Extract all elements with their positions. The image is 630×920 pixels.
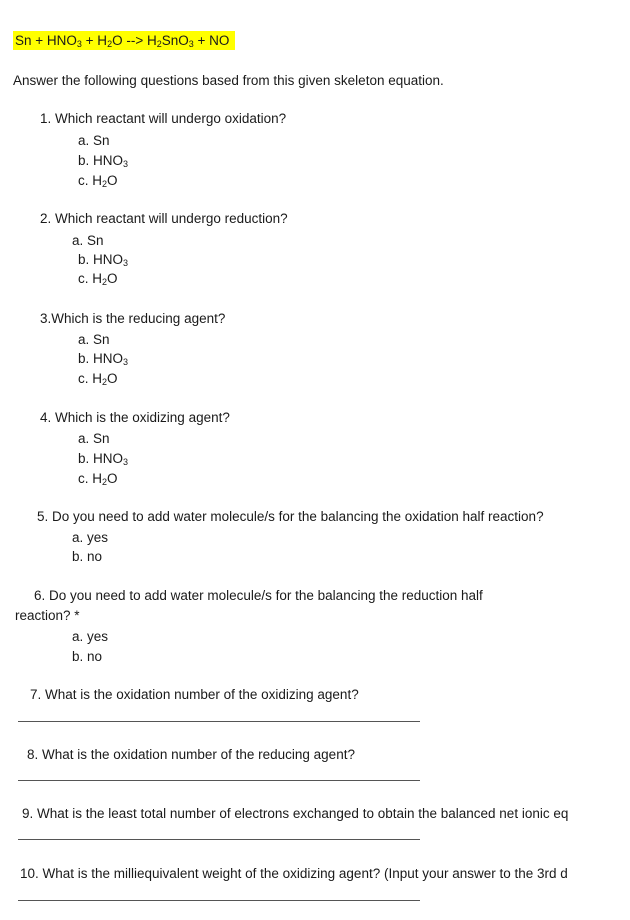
question-2-option-a[interactable]: a. Sn (72, 233, 104, 248)
question-5-text: 5. Do you need to add water molecule/s for the balancing the oxidation half reaction? (37, 509, 544, 524)
question-6-text-line1: 6. Do you need to add water molecule/s for the balancing the reduction half (34, 588, 483, 603)
question-7-text: 7. What is the oxidation number of the oxidizing agent? (30, 687, 359, 702)
question-2-option-b[interactable]: b. $HNO_3$ (78, 252, 129, 268)
skeleton-equation (13, 32, 235, 50)
question-3-option-b[interactable]: b. $HNO_3$ (78, 351, 129, 367)
question-4-option-b[interactable]: b. $HNO_3$ (78, 451, 129, 467)
question-5-option-a[interactable]: a. yes (72, 530, 109, 545)
question-1-option-a[interactable]: a. Sn (78, 133, 110, 148)
question-10-text: 10. What is the milliequivalent weight of the oxidizing agent? (Input your answer to the 3rd d (20, 866, 568, 881)
question-4-option-a[interactable]: a. Sn (78, 431, 110, 446)
question-6-option-a[interactable]: a. yes (72, 629, 109, 644)
question-2-text: 2. Which reactant will undergo reduction? (40, 211, 288, 226)
question-1-text: 1. Which reactant will undergo oxidation? (40, 111, 287, 126)
question-6-option-b[interactable]: b. no (72, 649, 103, 664)
question-2-option-c[interactable]: c. $H_2O$ (78, 271, 118, 287)
question-3-option-c[interactable]: c. $H_2O$ (78, 371, 118, 387)
question-10-answer-line[interactable] (18, 900, 420, 901)
question-9-answer-line[interactable] (18, 839, 420, 840)
instructions-text: Answer the following questions based from this given skeleton equation. (13, 73, 444, 88)
equation-highlight: $Sn + HNO_3 + H_2O$ --> $H_2SnO_3$ + NO (13, 31, 235, 50)
question-6-text-line2: reaction? * (15, 608, 80, 623)
question-5-option-b[interactable]: b. no (72, 549, 103, 564)
question-1-option-b[interactable]: b. $HNO_3$ (78, 153, 129, 169)
question-4-option-c[interactable]: c. $H_2O$ (78, 471, 118, 487)
question-1-option-c[interactable]: c. $H_2O$ (78, 173, 118, 189)
question-3-option-a[interactable]: a. Sn (78, 332, 110, 347)
question-4-text: 4. Which is the oxidizing agent? (40, 410, 230, 425)
question-8-answer-line[interactable] (18, 780, 420, 781)
question-9-text: 9. What is the least total number of electrons exchanged to obtain the balanced net ionic eq (22, 806, 569, 821)
question-3-text: 3.Which is the reducing agent? (40, 311, 226, 326)
question-7-answer-line[interactable] (18, 721, 420, 722)
question-8-text: 8. What is the oxidation number of the reducing agent? (27, 747, 355, 762)
